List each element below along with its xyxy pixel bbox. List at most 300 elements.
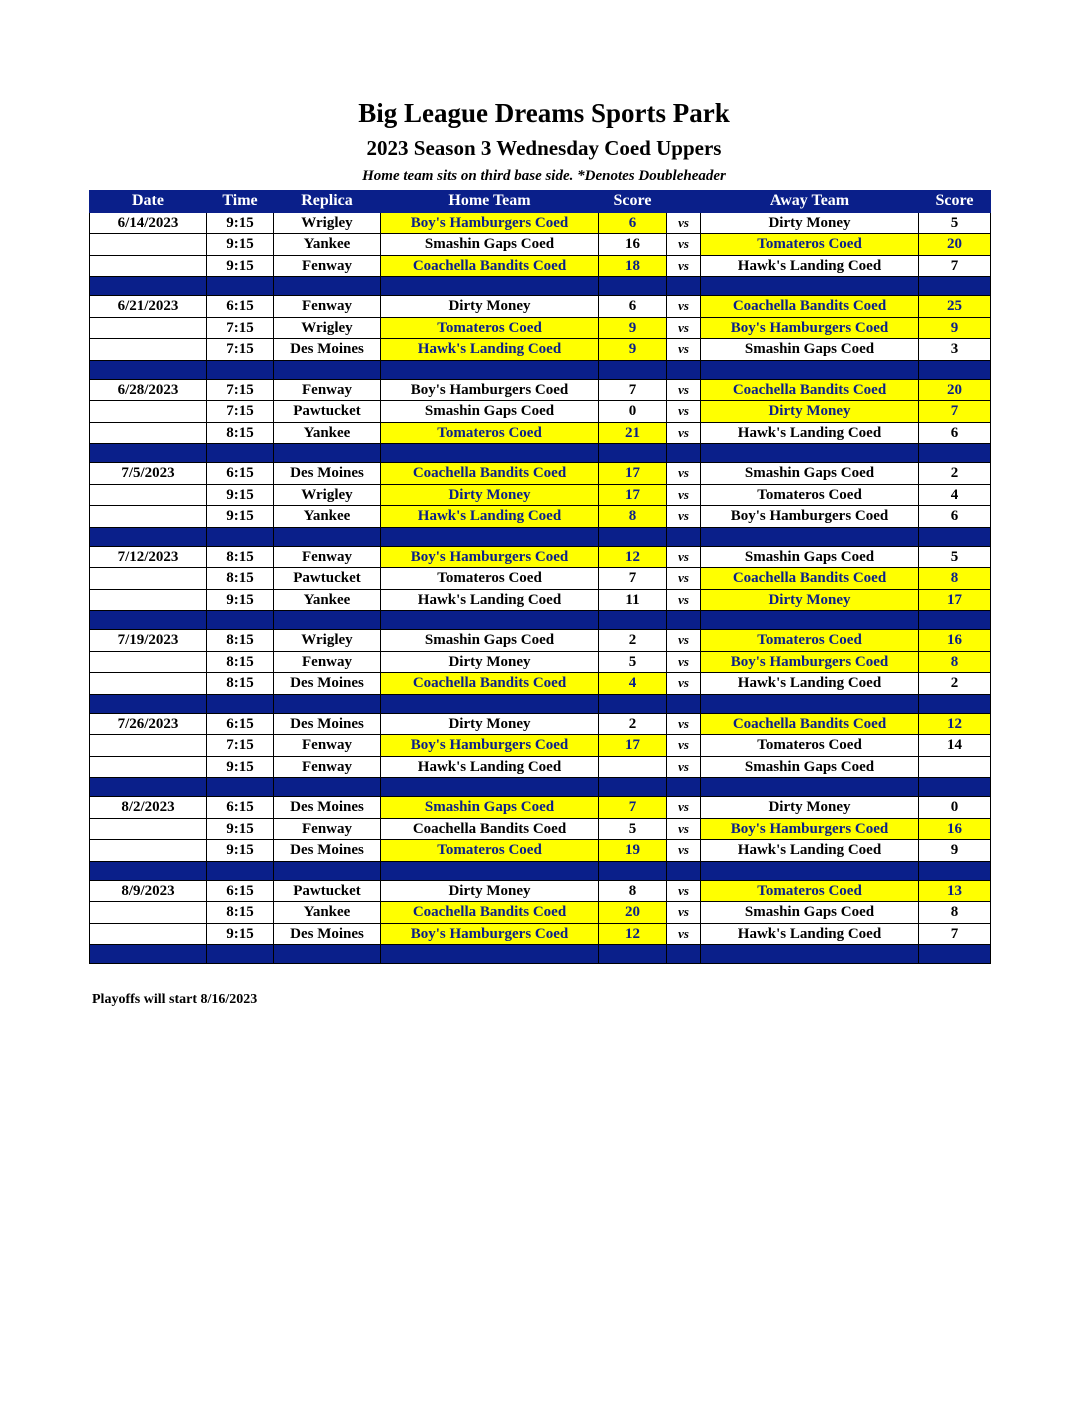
home-team: Hawk's Landing Coed (381, 506, 599, 528)
game-date (90, 317, 207, 339)
away-team: Coachella Bandits Coed (701, 296, 919, 318)
game-date (90, 234, 207, 256)
away-score: 25 (919, 296, 991, 318)
home-score: 7 (599, 568, 667, 590)
header-row (90, 191, 991, 213)
home-score: 16 (599, 234, 667, 256)
vs-label: vs (667, 630, 701, 652)
separator-cell (667, 611, 701, 630)
game-replica: Des Moines (274, 673, 381, 695)
game-time: 9:15 (207, 255, 274, 277)
away-team: Smashin Gaps Coed (701, 546, 919, 568)
separator-cell (919, 861, 991, 880)
game-time: 8:15 (207, 422, 274, 444)
separator-cell (207, 611, 274, 630)
separator-cell (919, 360, 991, 379)
separator-cell (599, 360, 667, 379)
separator-cell (667, 277, 701, 296)
separator-cell (90, 694, 207, 713)
col-away-score: Score (919, 191, 991, 213)
home-team: Dirty Money (381, 484, 599, 506)
game-replica: Des Moines (274, 840, 381, 862)
away-team: Tomateros Coed (701, 880, 919, 902)
away-team: Coachella Bandits Coed (701, 379, 919, 401)
separator-cell (599, 611, 667, 630)
game-time: 7:15 (207, 735, 274, 757)
home-score: 7 (599, 797, 667, 819)
separator-cell (274, 861, 381, 880)
vs-label: vs (667, 923, 701, 945)
home-team: Coachella Bandits Coed (381, 902, 599, 924)
game-time: 6:15 (207, 880, 274, 902)
game-date (90, 422, 207, 444)
week-separator (90, 277, 991, 296)
separator-cell (90, 527, 207, 546)
game-row (90, 651, 991, 673)
game-row (90, 880, 991, 902)
home-team: Smashin Gaps Coed (381, 630, 599, 652)
away-team: Hawk's Landing Coed (701, 255, 919, 277)
separator-cell (701, 861, 919, 880)
game-replica: Des Moines (274, 713, 381, 735)
separator-cell (667, 778, 701, 797)
home-score: 9 (599, 317, 667, 339)
game-replica: Yankee (274, 589, 381, 611)
game-row (90, 379, 991, 401)
week-separator (90, 360, 991, 379)
week-separator (90, 945, 991, 964)
vs-label: vs (667, 255, 701, 277)
game-row (90, 840, 991, 862)
separator-cell (381, 611, 599, 630)
vs-label: vs (667, 339, 701, 361)
separator-cell (701, 778, 919, 797)
game-replica: Fenway (274, 296, 381, 318)
away-score: 3 (919, 339, 991, 361)
separator-cell (701, 360, 919, 379)
away-team: Tomateros Coed (701, 630, 919, 652)
game-time: 7:15 (207, 317, 274, 339)
page-title: Big League Dreams Sports Park (358, 98, 730, 128)
game-row (90, 818, 991, 840)
game-time: 8:15 (207, 630, 274, 652)
game-time: 7:15 (207, 401, 274, 423)
home-score (599, 756, 667, 778)
home-score: 17 (599, 463, 667, 485)
game-time: 8:15 (207, 568, 274, 590)
home-team: Coachella Bandits Coed (381, 673, 599, 695)
vs-label: vs (667, 484, 701, 506)
vs-label: vs (667, 317, 701, 339)
game-row (90, 234, 991, 256)
vs-label: vs (667, 296, 701, 318)
vs-label: vs (667, 589, 701, 611)
separator-cell (381, 778, 599, 797)
game-date (90, 756, 207, 778)
home-team: Dirty Money (381, 880, 599, 902)
home-score: 0 (599, 401, 667, 423)
home-score: 8 (599, 506, 667, 528)
home-score: 5 (599, 818, 667, 840)
away-score: 8 (919, 902, 991, 924)
game-date (90, 840, 207, 862)
game-time: 7:15 (207, 379, 274, 401)
home-team: Dirty Money (381, 651, 599, 673)
vs-label: vs (667, 902, 701, 924)
vs-label: vs (667, 212, 701, 234)
away-score: 17 (919, 589, 991, 611)
game-date (90, 568, 207, 590)
game-date (90, 673, 207, 695)
separator-cell (274, 277, 381, 296)
separator-cell (381, 861, 599, 880)
home-team: Coachella Bandits Coed (381, 463, 599, 485)
week-separator (90, 694, 991, 713)
away-team: Dirty Money (701, 212, 919, 234)
game-row (90, 506, 991, 528)
home-team: Dirty Money (381, 713, 599, 735)
home-score: 6 (599, 296, 667, 318)
home-score: 17 (599, 484, 667, 506)
home-team: Coachella Bandits Coed (381, 818, 599, 840)
separator-cell (667, 444, 701, 463)
vs-label: vs (667, 422, 701, 444)
game-time: 6:15 (207, 296, 274, 318)
separator-cell (90, 444, 207, 463)
separator-cell (667, 694, 701, 713)
game-row (90, 339, 991, 361)
separator-cell (207, 945, 274, 964)
game-date (90, 506, 207, 528)
separator-cell (381, 945, 599, 964)
away-team: Boy's Hamburgers Coed (701, 651, 919, 673)
separator-cell (919, 945, 991, 964)
game-replica: Wrigley (274, 317, 381, 339)
game-time: 6:15 (207, 463, 274, 485)
game-time: 7:15 (207, 339, 274, 361)
away-score: 8 (919, 651, 991, 673)
away-score: 6 (919, 422, 991, 444)
game-row (90, 713, 991, 735)
vs-label: vs (667, 673, 701, 695)
game-replica: Pawtucket (274, 568, 381, 590)
away-score (919, 756, 991, 778)
separator-cell (274, 527, 381, 546)
game-date (90, 735, 207, 757)
home-team: Hawk's Landing Coed (381, 339, 599, 361)
game-replica: Fenway (274, 379, 381, 401)
game-date: 7/12/2023 (90, 546, 207, 568)
separator-cell (701, 945, 919, 964)
game-date: 6/28/2023 (90, 379, 207, 401)
game-time: 9:15 (207, 589, 274, 611)
game-replica: Wrigley (274, 484, 381, 506)
game-row (90, 923, 991, 945)
home-team: Tomateros Coed (381, 422, 599, 444)
vs-label: vs (667, 713, 701, 735)
game-row (90, 735, 991, 757)
game-replica: Fenway (274, 756, 381, 778)
home-score: 11 (599, 589, 667, 611)
separator-cell (207, 527, 274, 546)
away-team: Tomateros Coed (701, 234, 919, 256)
game-replica: Fenway (274, 255, 381, 277)
separator-cell (919, 277, 991, 296)
game-date: 7/26/2023 (90, 713, 207, 735)
vs-label: vs (667, 546, 701, 568)
vs-label: vs (667, 797, 701, 819)
game-time: 8:15 (207, 651, 274, 673)
away-score: 5 (919, 546, 991, 568)
game-replica: Fenway (274, 651, 381, 673)
game-row (90, 255, 991, 277)
game-date: 7/5/2023 (90, 463, 207, 485)
vs-label: vs (667, 379, 701, 401)
separator-cell (90, 360, 207, 379)
game-row (90, 630, 991, 652)
game-date: 8/9/2023 (90, 880, 207, 902)
home-team: Coachella Bandits Coed (381, 255, 599, 277)
game-replica: Fenway (274, 818, 381, 840)
vs-label: vs (667, 880, 701, 902)
away-score: 6 (919, 506, 991, 528)
away-team: Hawk's Landing Coed (701, 673, 919, 695)
away-score: 4 (919, 484, 991, 506)
home-team: Boy's Hamburgers Coed (381, 546, 599, 568)
week-separator (90, 527, 991, 546)
separator-cell (919, 694, 991, 713)
game-row (90, 401, 991, 423)
home-team: Boy's Hamburgers Coed (381, 735, 599, 757)
home-score: 2 (599, 630, 667, 652)
game-replica: Wrigley (274, 630, 381, 652)
home-team: Smashin Gaps Coed (381, 401, 599, 423)
game-date (90, 255, 207, 277)
game-time: 9:15 (207, 212, 274, 234)
separator-cell (667, 945, 701, 964)
home-team: Hawk's Landing Coed (381, 756, 599, 778)
game-date (90, 818, 207, 840)
game-date: 6/14/2023 (90, 212, 207, 234)
separator-cell (701, 611, 919, 630)
game-date (90, 339, 207, 361)
game-row (90, 463, 991, 485)
vs-label: vs (667, 506, 701, 528)
away-team: Smashin Gaps Coed (701, 902, 919, 924)
away-score: 5 (919, 212, 991, 234)
vs-label: vs (667, 735, 701, 757)
game-replica: Pawtucket (274, 401, 381, 423)
home-score: 12 (599, 923, 667, 945)
separator-cell (207, 277, 274, 296)
game-replica: Des Moines (274, 463, 381, 485)
separator-cell (207, 778, 274, 797)
separator-cell (90, 611, 207, 630)
home-team: Tomateros Coed (381, 317, 599, 339)
col-date: Date (90, 191, 207, 213)
game-date: 8/2/2023 (90, 797, 207, 819)
game-replica: Pawtucket (274, 880, 381, 902)
separator-cell (599, 694, 667, 713)
away-team: Boy's Hamburgers Coed (701, 317, 919, 339)
away-score: 7 (919, 255, 991, 277)
game-time: 9:15 (207, 840, 274, 862)
separator-cell (381, 694, 599, 713)
vs-label: vs (667, 401, 701, 423)
away-team: Coachella Bandits Coed (701, 568, 919, 590)
game-replica: Des Moines (274, 797, 381, 819)
home-score: 12 (599, 546, 667, 568)
separator-cell (599, 778, 667, 797)
home-score: 9 (599, 339, 667, 361)
game-row (90, 546, 991, 568)
game-time: 8:15 (207, 546, 274, 568)
away-score: 2 (919, 673, 991, 695)
away-team: Dirty Money (701, 589, 919, 611)
separator-cell (207, 861, 274, 880)
game-time: 9:15 (207, 923, 274, 945)
home-team: Smashin Gaps Coed (381, 234, 599, 256)
away-team: Boy's Hamburgers Coed (701, 818, 919, 840)
separator-cell (701, 277, 919, 296)
separator-cell (667, 360, 701, 379)
away-score: 12 (919, 713, 991, 735)
vs-label: vs (667, 756, 701, 778)
separator-cell (599, 861, 667, 880)
game-row (90, 797, 991, 819)
separator-cell (90, 861, 207, 880)
col-away-team: Away Team (701, 191, 919, 213)
game-date (90, 902, 207, 924)
col-vs (667, 191, 701, 213)
home-score: 17 (599, 735, 667, 757)
game-time: 9:15 (207, 484, 274, 506)
col-time: Time (207, 191, 274, 213)
game-row (90, 756, 991, 778)
away-team: Boy's Hamburgers Coed (701, 506, 919, 528)
game-replica: Yankee (274, 506, 381, 528)
separator-cell (667, 527, 701, 546)
away-team: Coachella Bandits Coed (701, 713, 919, 735)
separator-cell (919, 611, 991, 630)
away-score: 8 (919, 568, 991, 590)
game-time: 9:15 (207, 234, 274, 256)
away-team: Smashin Gaps Coed (701, 756, 919, 778)
game-replica: Yankee (274, 902, 381, 924)
week-separator (90, 611, 991, 630)
separator-cell (274, 444, 381, 463)
separator-cell (274, 945, 381, 964)
separator-cell (599, 444, 667, 463)
away-team: Tomateros Coed (701, 735, 919, 757)
separator-cell (207, 444, 274, 463)
game-row (90, 568, 991, 590)
home-team: Dirty Money (381, 296, 599, 318)
separator-cell (599, 527, 667, 546)
separator-cell (919, 444, 991, 463)
game-replica: Fenway (274, 735, 381, 757)
home-score: 21 (599, 422, 667, 444)
away-score: 9 (919, 840, 991, 862)
game-replica: Yankee (274, 234, 381, 256)
away-score: 20 (919, 234, 991, 256)
game-row (90, 296, 991, 318)
separator-cell (207, 694, 274, 713)
separator-cell (381, 527, 599, 546)
game-date: 7/19/2023 (90, 630, 207, 652)
home-score: 5 (599, 651, 667, 673)
away-team: Dirty Money (701, 401, 919, 423)
col-home-score: Score (599, 191, 667, 213)
separator-cell (701, 694, 919, 713)
home-score: 18 (599, 255, 667, 277)
separator-cell (274, 778, 381, 797)
home-team: Boy's Hamburgers Coed (381, 212, 599, 234)
vs-label: vs (667, 234, 701, 256)
game-time: 6:15 (207, 713, 274, 735)
vs-label: vs (667, 840, 701, 862)
game-row (90, 212, 991, 234)
separator-cell (90, 778, 207, 797)
separator-cell (701, 527, 919, 546)
game-time: 9:15 (207, 818, 274, 840)
game-date (90, 484, 207, 506)
away-score: 20 (919, 379, 991, 401)
away-team: Hawk's Landing Coed (701, 422, 919, 444)
page-subtitle: 2023 Season 3 Wednesday Coed Uppers (366, 136, 722, 160)
week-separator (90, 444, 991, 463)
game-date (90, 401, 207, 423)
away-score: 7 (919, 401, 991, 423)
game-row (90, 902, 991, 924)
game-date: 6/21/2023 (90, 296, 207, 318)
schedule-note: Home team sits on third base side. *Denotes Doubleheader (362, 168, 726, 184)
separator-cell (274, 611, 381, 630)
home-score: 2 (599, 713, 667, 735)
game-replica: Yankee (274, 422, 381, 444)
away-score: 0 (919, 797, 991, 819)
separator-cell (90, 277, 207, 296)
home-team: Hawk's Landing Coed (381, 589, 599, 611)
game-row (90, 673, 991, 695)
game-time: 6:15 (207, 797, 274, 819)
separator-cell (90, 945, 207, 964)
game-date (90, 589, 207, 611)
home-score: 19 (599, 840, 667, 862)
game-replica: Des Moines (274, 339, 381, 361)
separator-cell (274, 360, 381, 379)
separator-cell (381, 444, 599, 463)
schedule-table (89, 190, 991, 964)
week-separator (90, 861, 991, 880)
home-team: Tomateros Coed (381, 568, 599, 590)
separator-cell (599, 277, 667, 296)
away-score: 2 (919, 463, 991, 485)
home-score: 20 (599, 902, 667, 924)
game-time: 8:15 (207, 902, 274, 924)
vs-label: vs (667, 463, 701, 485)
home-team: Boy's Hamburgers Coed (381, 923, 599, 945)
away-team: Smashin Gaps Coed (701, 339, 919, 361)
away-score: 16 (919, 818, 991, 840)
separator-cell (381, 277, 599, 296)
separator-cell (381, 360, 599, 379)
separator-cell (701, 444, 919, 463)
away-score: 13 (919, 880, 991, 902)
away-team: Hawk's Landing Coed (701, 923, 919, 945)
home-score: 4 (599, 673, 667, 695)
vs-label: vs (667, 818, 701, 840)
